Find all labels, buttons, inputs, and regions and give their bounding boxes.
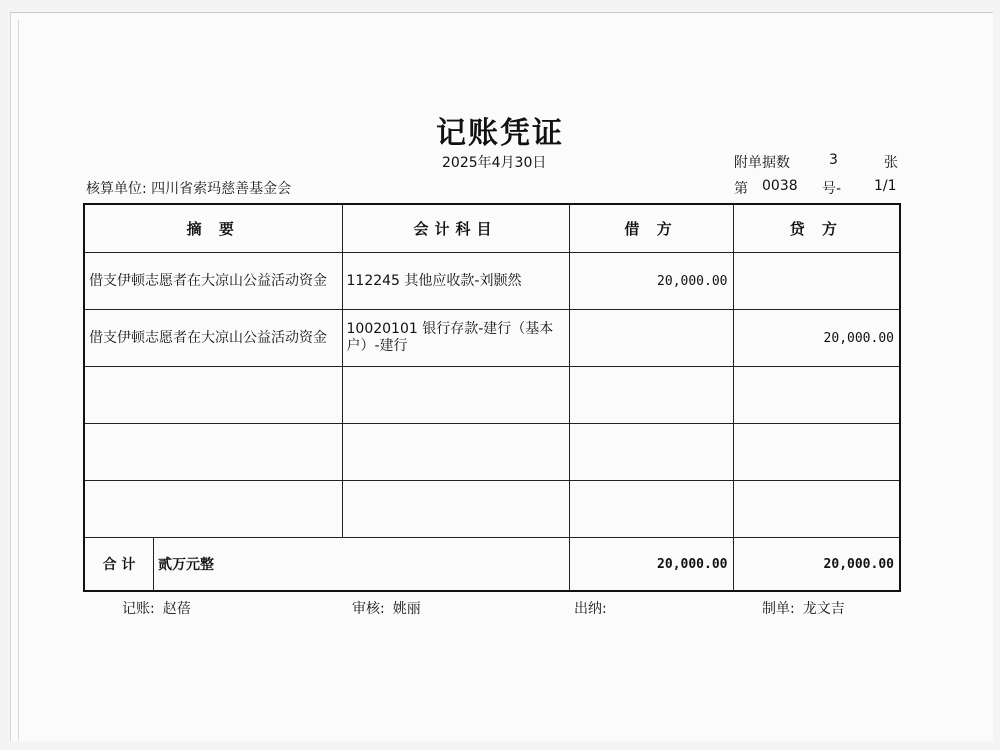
attachments-label: 附单据数	[734, 155, 790, 171]
total-row	[84, 538, 900, 592]
row-debit	[569, 367, 733, 424]
row-credit	[733, 253, 900, 310]
row-summary: 借支伊顿志愿者在大凉山公益活动资金	[84, 310, 342, 367]
bookkeeper-label: 记账:	[122, 601, 155, 617]
row-account	[342, 367, 569, 424]
row-debit	[569, 310, 733, 367]
row-summary	[84, 367, 342, 424]
row-account	[342, 481, 569, 538]
bookkeeper-name: 赵蓓	[162, 601, 191, 617]
row-debit: 20,000.00	[569, 253, 733, 310]
row-credit	[733, 367, 900, 424]
row-summary	[84, 424, 342, 481]
header-summary: 摘 要	[84, 204, 342, 253]
voucher-number	[734, 178, 897, 198]
row-account: 10020101 银行存款-建行（基本户）-建行	[342, 310, 569, 367]
header-account: 会计科目	[342, 204, 569, 253]
voucher-title: 记账凭证	[436, 116, 564, 151]
accounting-unit-label: 核算单位:	[86, 181, 147, 197]
row-debit	[569, 424, 733, 481]
table-row	[84, 310, 900, 367]
row-account	[342, 424, 569, 481]
table-row	[84, 253, 900, 310]
total-credit: 20,000.00	[733, 538, 900, 592]
voucher-page: 1/1	[874, 178, 897, 194]
attachments-unit: 张	[884, 155, 898, 171]
table-row	[84, 367, 900, 424]
preparer-signature	[762, 598, 845, 618]
row-credit	[733, 481, 900, 538]
row-summary: 借支伊顿志愿者在大凉山公益活动资金	[84, 253, 342, 310]
row-summary	[84, 481, 342, 538]
row-credit	[733, 424, 900, 481]
reviewer-name: 姚丽	[392, 601, 421, 617]
preparer-label: 制单:	[762, 601, 795, 617]
total-debit: 20,000.00	[569, 538, 733, 592]
header-debit: 借 方	[569, 204, 733, 253]
bookkeeper-signature	[122, 598, 191, 618]
total-amount-words: 贰万元整	[158, 557, 214, 573]
voucher-date: 2025年4月30日	[442, 155, 547, 171]
voucher-number-suffix: 号-	[822, 181, 842, 197]
reviewer-label: 审核:	[352, 601, 385, 617]
total-cell	[84, 538, 569, 592]
attachments-number: 3	[829, 152, 838, 168]
table-row	[84, 481, 900, 538]
voucher-number-prefix: 第	[734, 181, 748, 197]
cashier-label: 出纳:	[574, 601, 607, 617]
table-header-row	[84, 204, 900, 253]
header-credit: 贷 方	[733, 204, 900, 253]
total-label: 合 计	[85, 538, 154, 590]
accounting-unit-value: 四川省索玛慈善基金会	[151, 181, 292, 197]
accounting-unit	[86, 178, 291, 198]
row-credit: 20,000.00	[733, 310, 900, 367]
preparer-name: 龙文吉	[802, 601, 845, 617]
cashier-signature	[574, 598, 615, 618]
row-account: 112245 其他应收款-刘颢然	[342, 253, 569, 310]
reviewer-signature	[352, 598, 421, 618]
table-row	[84, 424, 900, 481]
row-debit	[569, 481, 733, 538]
voucher-number-value: 0038	[762, 178, 798, 194]
voucher-table	[83, 203, 901, 592]
attachments-count	[734, 152, 898, 172]
